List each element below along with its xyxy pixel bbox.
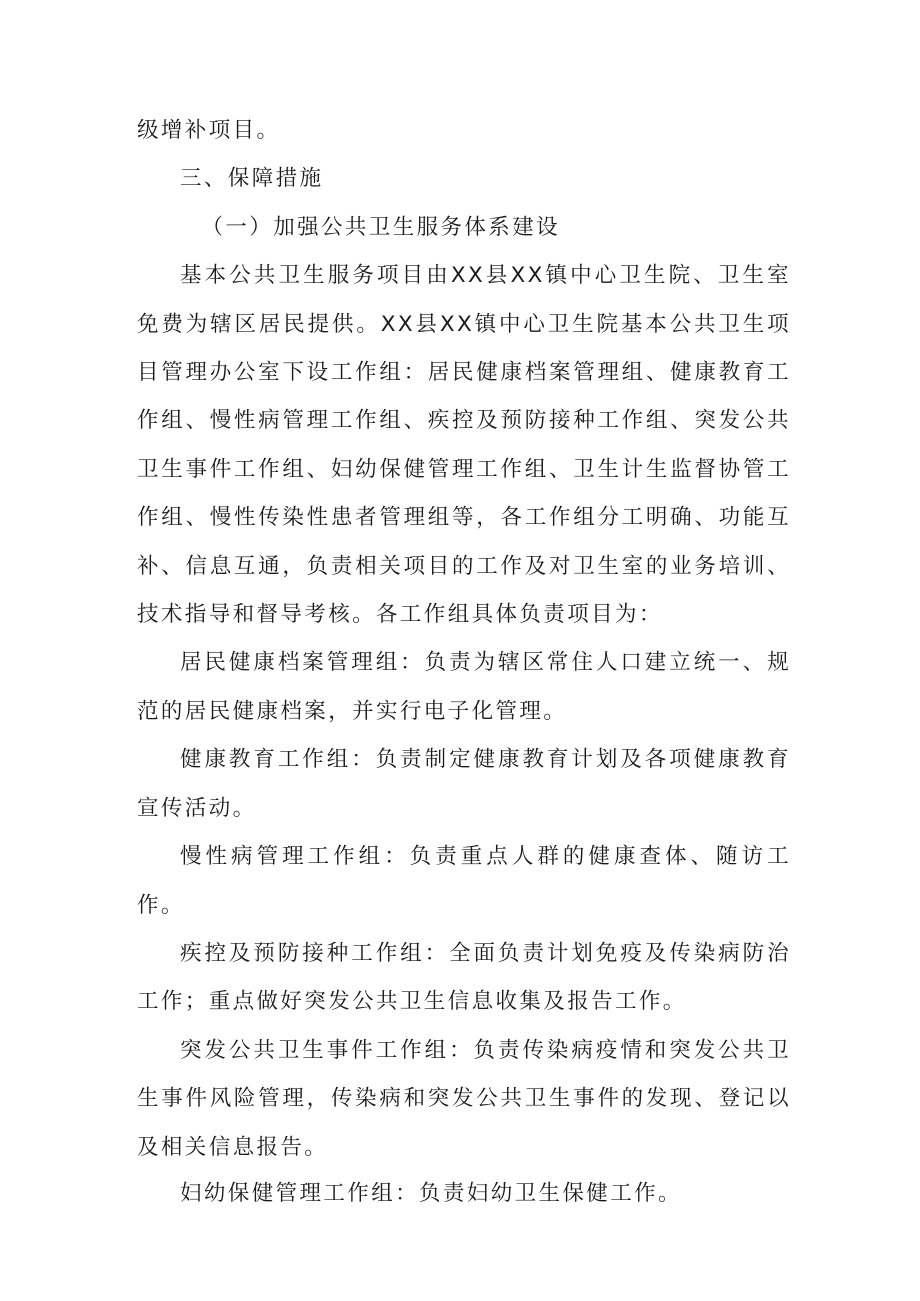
document-body [137,107,791,1216]
paragraph-chronic-disease-group: 慢性病管理工作组：负责重点人群的健康查体、随访工作。 [137,844,791,918]
paragraph-health-education-group: 健康教育工作组：负责制定健康教育计划及各项健康教育宣传活动。 [137,747,791,821]
paragraph-disease-control-group: 疾控及预防接种工作组：全面负责计划免疫及传染病防治工作；重点做好突发公共卫生信息收集及报告工作。 [137,940,791,1015]
section-heading: 三、保障措施 [180,166,324,192]
paragraph-maternal-child-group: 妇幼保健管理工作组：负责妇幼卫生保健工作。 [180,1180,682,1206]
paragraph-continuation: 级增补项目。 [137,118,281,143]
paragraph-public-health-emergency-group: 突发公共卫生事件工作组：负责传染病疫情和突发公共卫生事件风险管理，传染病和突发公共卫生事件的发现、登记以及相关信息报告。 [137,1037,791,1160]
paragraph-overview: 基本公共卫生服务项目由XX县XX镇中心卫生院、卫生室免费为辖区居民提供。XX县XX镇中心卫生院基本公共卫生项目管理办公室下设工作组：居民健康档案管理组、健康教育工作组、慢性病管理工作组、疾控及预防接种工作组、突发公共卫生事件工作组、妇幼保健管理工作组、卫生计生监督协管工作组、慢性传染性患者管理组等，各工作组分工明确、功能互补、信息互通，负责相关项目的工作及对卫生室的业务培训、技术指导和督导考核。各工作组具体负责项目为： [137,263,791,628]
paragraph-health-records-group: 居民健康档案管理组：负责为辖区常住人口建立统一、规范的居民健康档案，并实行电子化管理。 [137,650,791,724]
subsection-heading: （一）加强公共卫生服务体系建设 [201,214,561,240]
